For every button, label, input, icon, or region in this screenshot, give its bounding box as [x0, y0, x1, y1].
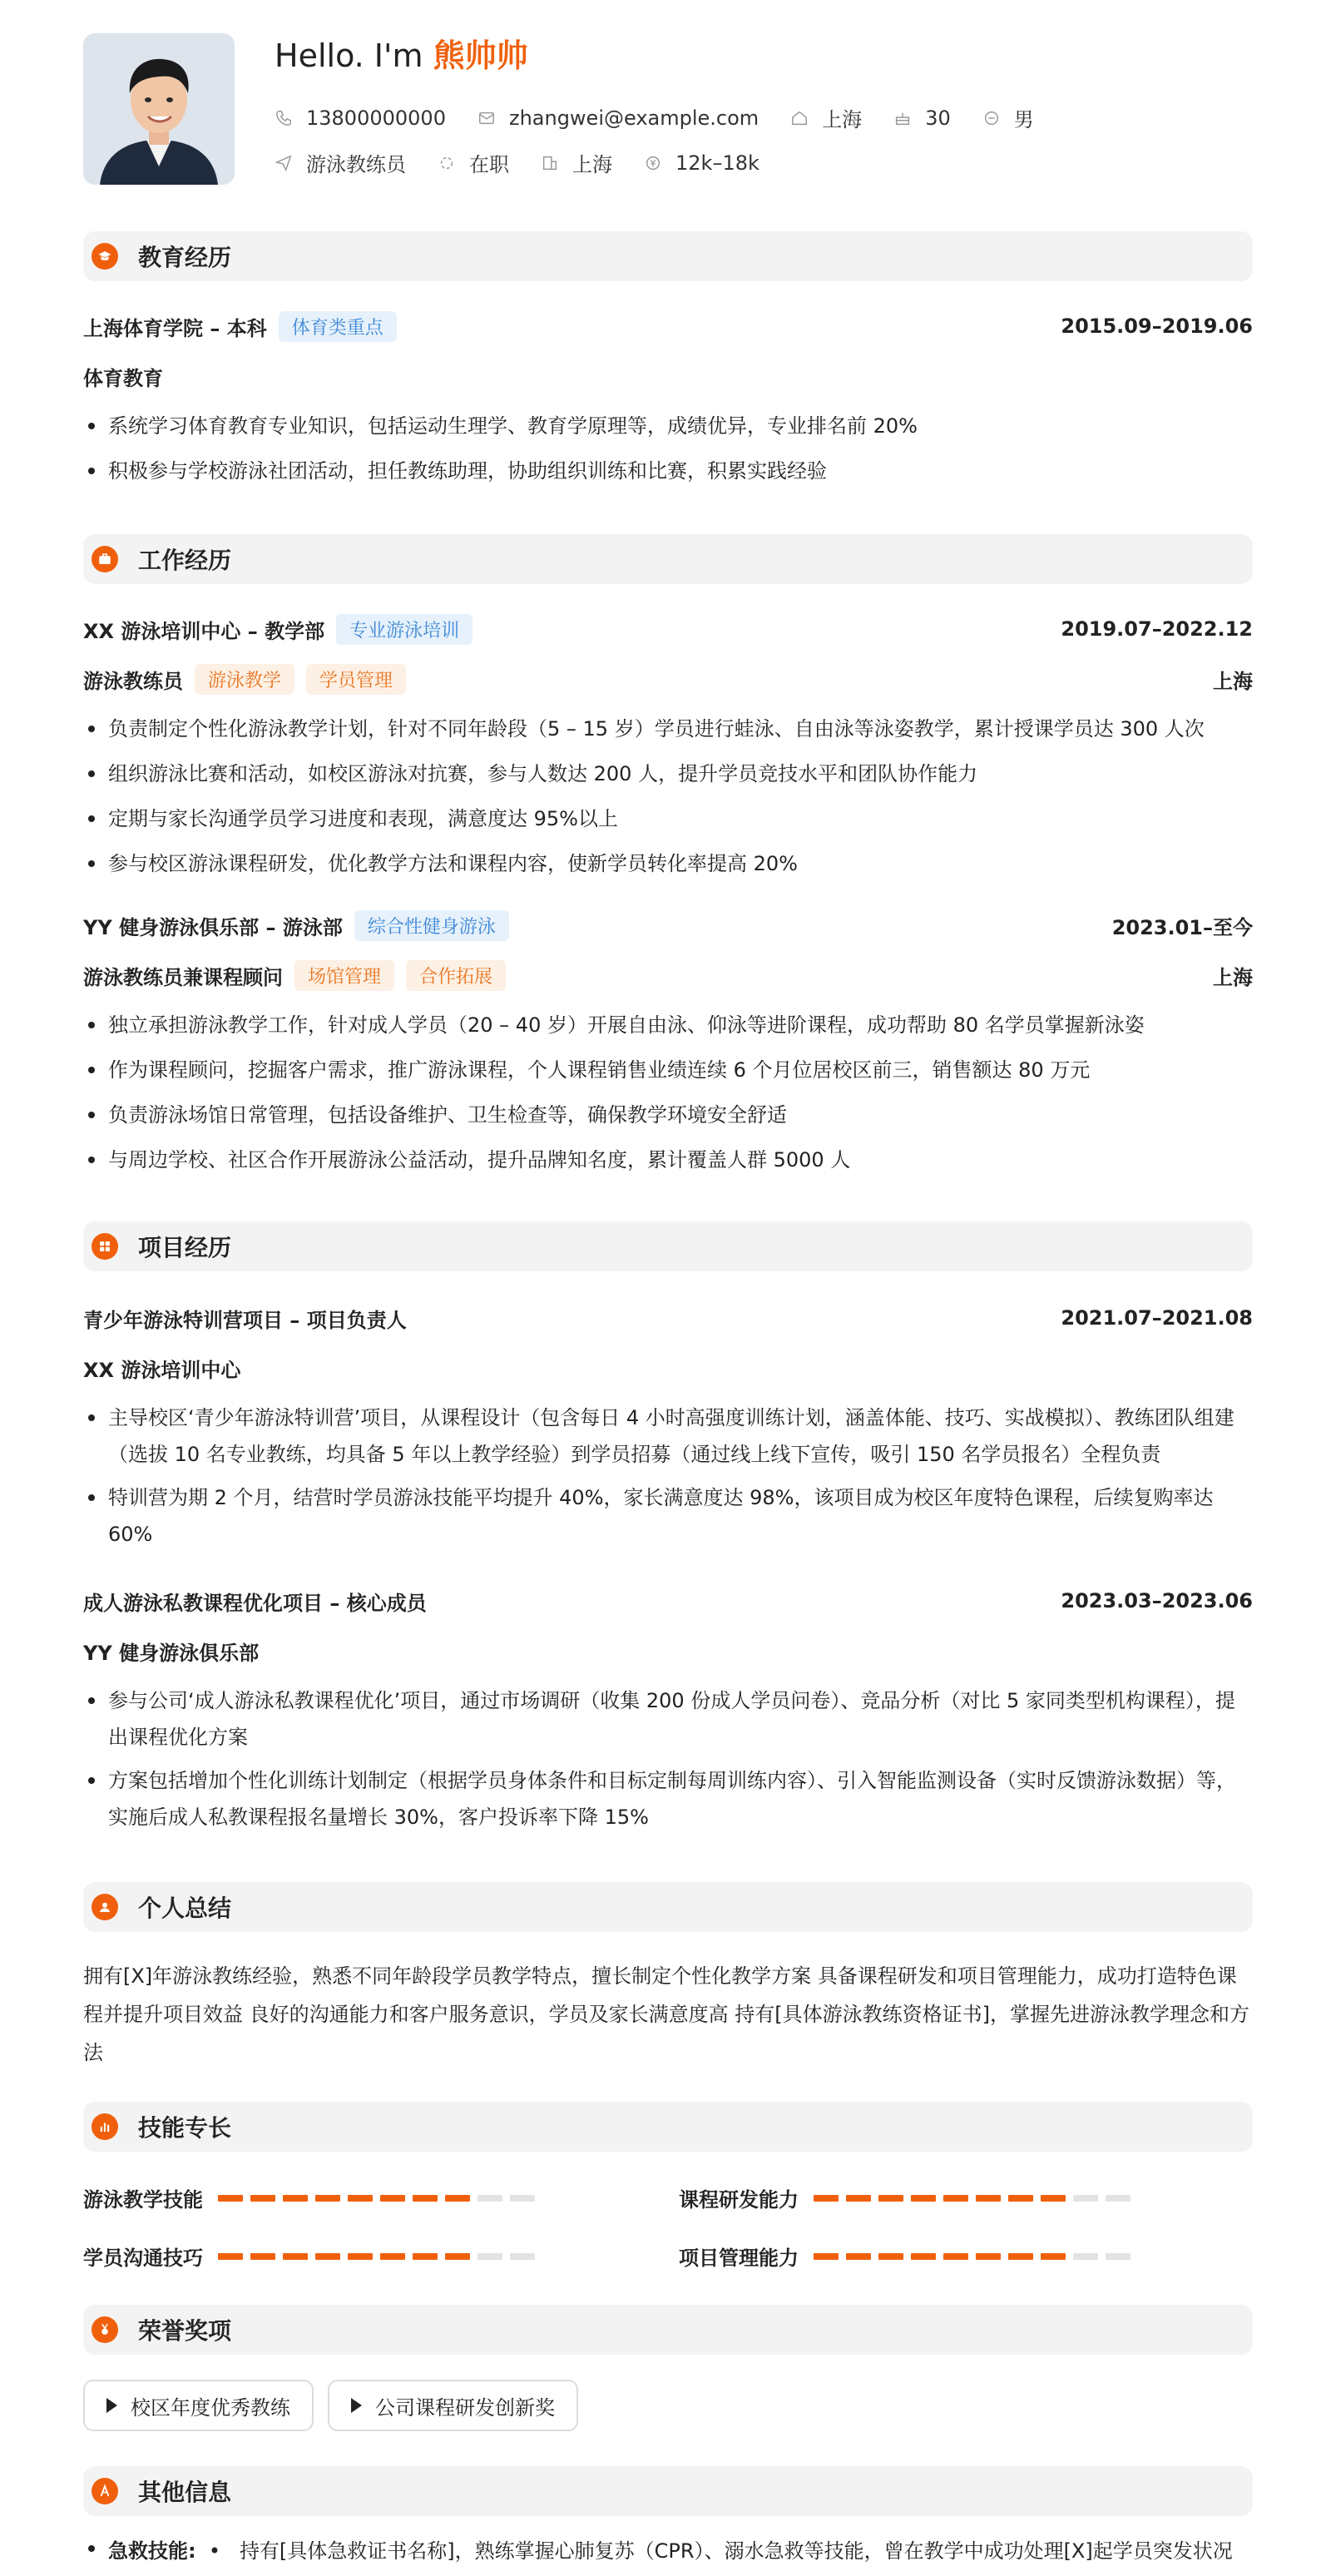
other-info-row [83, 2534, 1253, 2564]
skill-dash-filled [445, 2253, 470, 2260]
job-bullet: 作为课程顾问，挖掘客户需求，推广游泳课程，个人课程销售业绩连续 6 个月位居校区前三，销售额达 80 万元 [83, 1052, 1253, 1088]
skills-section-header [83, 2102, 1253, 2152]
job-title-info [275, 148, 406, 177]
age-info [893, 107, 951, 130]
skill-dash-filled [413, 2195, 438, 2202]
skill-dash-filled [976, 2253, 1001, 2260]
resume-header [83, 0, 1238, 200]
skill-dash-filled [413, 2253, 438, 2260]
building-icon [541, 154, 559, 172]
other-info-label: 急救技能: [108, 2539, 196, 2563]
job-role-tag: 场馆管理 [294, 960, 394, 991]
skill-level-bar [218, 2253, 542, 2260]
job-bullet: 负责制定个性化游泳教学计划，针对不同年龄段（5 – 15 岁）学员进行蛙泳、自由泳等泳姿教学，累计授课学员达 300 人次 [83, 711, 1253, 747]
education-period: 2015.09–2019.06 [1061, 315, 1253, 338]
user-icon [92, 1894, 118, 1920]
skill-dash-empty [1073, 2253, 1098, 2260]
skill-dash-filled [814, 2195, 839, 2202]
avatar-portrait-icon [83, 33, 235, 185]
play-triangle-icon [351, 2398, 362, 2413]
project-org-row [83, 1351, 1253, 1385]
skill-dash-filled [846, 2253, 871, 2260]
job-role-tag: 学员管理 [306, 664, 406, 695]
other-info-bullet-dot: • [202, 2539, 234, 2563]
skills-section-title: 技能专长 [138, 2114, 232, 2142]
project-bullet: 主导校区‘青少年游泳特训营’项目，从课程设计（包含每日 4 小时高强度训练计划，涵盖体能、技巧、实战模拟）、教练团队组建（选拔 10 名专业教练，均具备 5 年以上教学经验）到学员招募（通过线上线下宣传，吸引 150 名学员报名）全程负责 [83, 1399, 1253, 1473]
job-bullet: 负责游泳场馆日常管理，包括设备维护、卫生检查等，确保教学环境安全舒适 [83, 1097, 1253, 1133]
summary-text: 拥有[X]年游泳教练经验，熟悉不同年龄段学员教学特点，擅长制定个性化教学方案 具备课程研发和项目管理能力，成功打造特色课程并提升项目效益 良好的沟通能力和客户服务意识，学员及家长满意度高 持有[具体游泳教练资格证书]，掌握先进游泳教学理念和方法 [83, 1964, 1249, 2064]
skill-label: 项目管理能力 [679, 2247, 799, 2270]
briefcase-icon [92, 546, 118, 572]
skill-dash-filled [976, 2195, 1001, 2202]
bar-chart-icon [92, 2113, 118, 2140]
project-name-row [83, 1584, 1253, 1617]
skill-item [83, 2242, 542, 2271]
project-bullet: 特训营为期 2 个月，结营时学员游泳技能平均提升 40%，家长满意度达 98%，该项目成为校区年度特色课程，后续复购率达 60% [83, 1479, 1253, 1553]
skill-dash-filled [943, 2253, 968, 2260]
skill-dash-filled [283, 2195, 308, 2202]
job-company-tag: 专业游泳培训 [336, 614, 472, 645]
email-info [477, 107, 759, 130]
grid-icon [92, 1233, 118, 1260]
education-major: 体育教育 [83, 366, 163, 390]
other-section-header [83, 2466, 1253, 2516]
skill-level-bar [814, 2195, 1138, 2202]
honors-section-title: 荣誉奖项 [138, 2317, 232, 2345]
location-text: 上海 [822, 108, 863, 131]
contact-info-row [275, 103, 1066, 132]
skill-dash-filled [1041, 2253, 1066, 2260]
job-company-row [83, 612, 1253, 646]
project-name-row [83, 1301, 1253, 1335]
project-name: 成人游泳私教课程优化项目 – 核心成员 [83, 1591, 427, 1615]
project-name: 青少年游泳特训营项目 – 项目负责人 [83, 1308, 407, 1332]
skill-dash-filled [380, 2195, 405, 2202]
job-bullet: 参与校区游泳课程研发，优化教学方法和课程内容，使新学员转化率提高 20% [83, 845, 1253, 882]
job-location: 上海 [1213, 965, 1253, 989]
skill-dash-filled [943, 2195, 968, 2202]
skill-dash-filled [348, 2195, 373, 2202]
job-role: 游泳教练员兼课程顾问 [83, 965, 283, 989]
job-bullet: 独立承担游泳教学工作，针对成人学员（20 – 40 岁）开展自由泳、仰泳等进阶课程，成功帮助 80 名学员掌握新泳姿 [83, 1007, 1253, 1043]
skill-dash-empty [1106, 2195, 1131, 2202]
education-bullet: 积极参与学校游泳社团活动，担任教练助理，协助组织训练和比赛，积累实践经验 [83, 453, 1253, 489]
work-section-header [83, 534, 1253, 584]
salary-info [644, 151, 759, 175]
cake-icon [893, 109, 912, 127]
salary-text: 12k–18k [675, 151, 759, 175]
skill-dash-empty [510, 2195, 535, 2202]
school-name: 上海体育学院 – 本科 [83, 316, 267, 340]
skill-dash-filled [348, 2253, 373, 2260]
city-info [541, 148, 612, 177]
avatar [83, 33, 235, 185]
project-bullet: 方案包括增加个性化训练计划制定（根据学员身体条件和目标定制每周训练内容）、引入智能监测设备（实时反馈游泳数据）等，实施后成人私教课程报名量增长 30%，客户投诉率下降 15% [83, 1762, 1253, 1835]
honor-label: 公司课程研发创新奖 [375, 2395, 555, 2420]
job-info-row [275, 148, 791, 177]
job-bullet: 组织游泳比赛和活动，如校区游泳对抗赛，参与人数达 200 人，提升学员竞技水平和团队协作能力 [83, 755, 1253, 792]
skill-dash-filled [1008, 2195, 1033, 2202]
skill-item [679, 2183, 1138, 2212]
skill-item [679, 2242, 1138, 2271]
job-bullet: 定期与家长沟通学员学习进度和表现，满意度达 95%以上 [83, 800, 1253, 837]
skill-dash-filled [878, 2253, 903, 2260]
candidate-name: 熊帅帅 [433, 37, 528, 74]
project-org: YY 健身游泳俱乐部 [83, 1641, 260, 1665]
job-role-tag: 合作拓展 [406, 960, 506, 991]
job-company-row [83, 909, 1253, 942]
honor-chip [83, 2380, 314, 2431]
age-text: 30 [925, 106, 951, 130]
email-text: zhangwei@example.com [508, 106, 759, 130]
education-section-title: 教育经历 [138, 244, 232, 271]
job-bullet: 与周边学校、社区合作开展游泳公益活动，提升品牌知名度，累计覆盖人群 5000 人 [83, 1142, 1253, 1178]
skill-dash-filled [218, 2253, 243, 2260]
education-major-row [83, 359, 1253, 393]
money-icon [644, 154, 662, 172]
skill-dash-filled [911, 2253, 936, 2260]
work-section-title: 工作经历 [138, 547, 232, 574]
gender-icon [982, 109, 1001, 127]
gender-text: 男 [1013, 108, 1034, 131]
job-period: 2019.07–2022.12 [1061, 617, 1253, 641]
project-section-title: 项目经历 [138, 1234, 232, 1261]
medal-icon [92, 2316, 118, 2343]
status-icon [438, 154, 456, 172]
skill-dash-filled [250, 2195, 275, 2202]
project-section-header [83, 1221, 1253, 1271]
job-period: 2023.01–至今 [1111, 915, 1253, 939]
skill-dash-filled [911, 2195, 936, 2202]
skill-item [83, 2183, 542, 2212]
skill-dash-filled [315, 2253, 340, 2260]
summary-section-title: 个人总结 [138, 1895, 232, 1922]
skill-label: 游泳教学技能 [83, 2188, 203, 2212]
send-icon [275, 154, 293, 172]
job-company: XX 游泳培训中心 – 教学部 [83, 619, 325, 643]
city-text: 上海 [572, 153, 612, 176]
phone-info [275, 107, 446, 130]
skill-dash-filled [380, 2253, 405, 2260]
greeting-title [275, 30, 528, 76]
skill-dash-filled [218, 2195, 243, 2202]
play-triangle-icon [106, 2398, 117, 2413]
other-section-title: 其他信息 [138, 2479, 232, 2506]
skill-dash-empty [477, 2195, 502, 2202]
graduation-cap-icon [92, 243, 118, 270]
education-school-row [83, 310, 1253, 343]
project-period: 2021.07–2021.08 [1061, 1306, 1253, 1330]
job-company-tag: 综合性健身游泳 [354, 910, 509, 941]
status-text: 在职 [469, 153, 509, 176]
skill-level-bar [218, 2195, 542, 2202]
summary-section-header [83, 1882, 1253, 1932]
skill-dash-filled [283, 2253, 308, 2260]
skill-dash-empty [510, 2253, 535, 2260]
skill-dash-filled [1041, 2195, 1066, 2202]
job-role-row [83, 662, 1253, 696]
skill-dash-empty [1106, 2253, 1131, 2260]
skill-dash-filled [445, 2195, 470, 2202]
school-tag: 体育类重点 [279, 311, 397, 342]
skill-level-bar [814, 2253, 1138, 2260]
skill-dash-empty [477, 2253, 502, 2260]
location-info [790, 103, 862, 132]
greeting-prefix: Hello. I'm [275, 37, 433, 74]
education-section-header [83, 231, 1253, 281]
project-org: XX 游泳培训中心 [83, 1358, 241, 1382]
gender-info [982, 103, 1034, 132]
job-title-text: 游泳教练员 [306, 153, 406, 176]
job-location: 上海 [1213, 669, 1253, 693]
phone-icon [275, 109, 293, 127]
other-info-text: 持有[具体急救证书名称]，熟练掌握心肺复苏（CPR）、溺水急救等技能，曾在教学中成功处理[X]起学员突发状况 [239, 2539, 1233, 2563]
phone-text: 13800000000 [306, 106, 446, 130]
education-bullet: 系统学习体育教育专业知识，包括运动生理学、教育学原理等，成绩优异，专业排名前 20% [83, 408, 1253, 444]
job-role-row [83, 959, 1253, 992]
project-bullet: 参与公司‘成人游泳私教课程优化’项目，通过市场调研（收集 200 份成人学员问卷）、竞品分析（对比 5 家同类型机构课程），提出课程优化方案 [83, 1682, 1253, 1756]
skill-dash-filled [1008, 2253, 1033, 2260]
honor-chip [328, 2380, 578, 2431]
skill-label: 课程研发能力 [679, 2188, 799, 2212]
skill-dash-filled [846, 2195, 871, 2202]
skill-dash-filled [878, 2195, 903, 2202]
skill-label: 学员沟通技巧 [83, 2247, 203, 2270]
job-role-tag: 游泳教学 [195, 664, 294, 695]
honor-label: 校区年度优秀教练 [131, 2395, 290, 2420]
job-role: 游泳教练员 [83, 669, 183, 693]
project-org-row [83, 1634, 1253, 1667]
project-period: 2023.03–2023.06 [1061, 1589, 1253, 1612]
job-company: YY 健身游泳俱乐部 – 游泳部 [83, 915, 343, 939]
skill-dash-empty [1073, 2195, 1098, 2202]
skill-dash-filled [814, 2253, 839, 2260]
skill-dash-filled [315, 2195, 340, 2202]
status-info [438, 148, 509, 177]
info-badge-icon [92, 2478, 118, 2504]
home-icon [790, 109, 809, 127]
mail-icon [477, 109, 496, 127]
honors-section-header [83, 2305, 1253, 2355]
skill-dash-filled [250, 2253, 275, 2260]
